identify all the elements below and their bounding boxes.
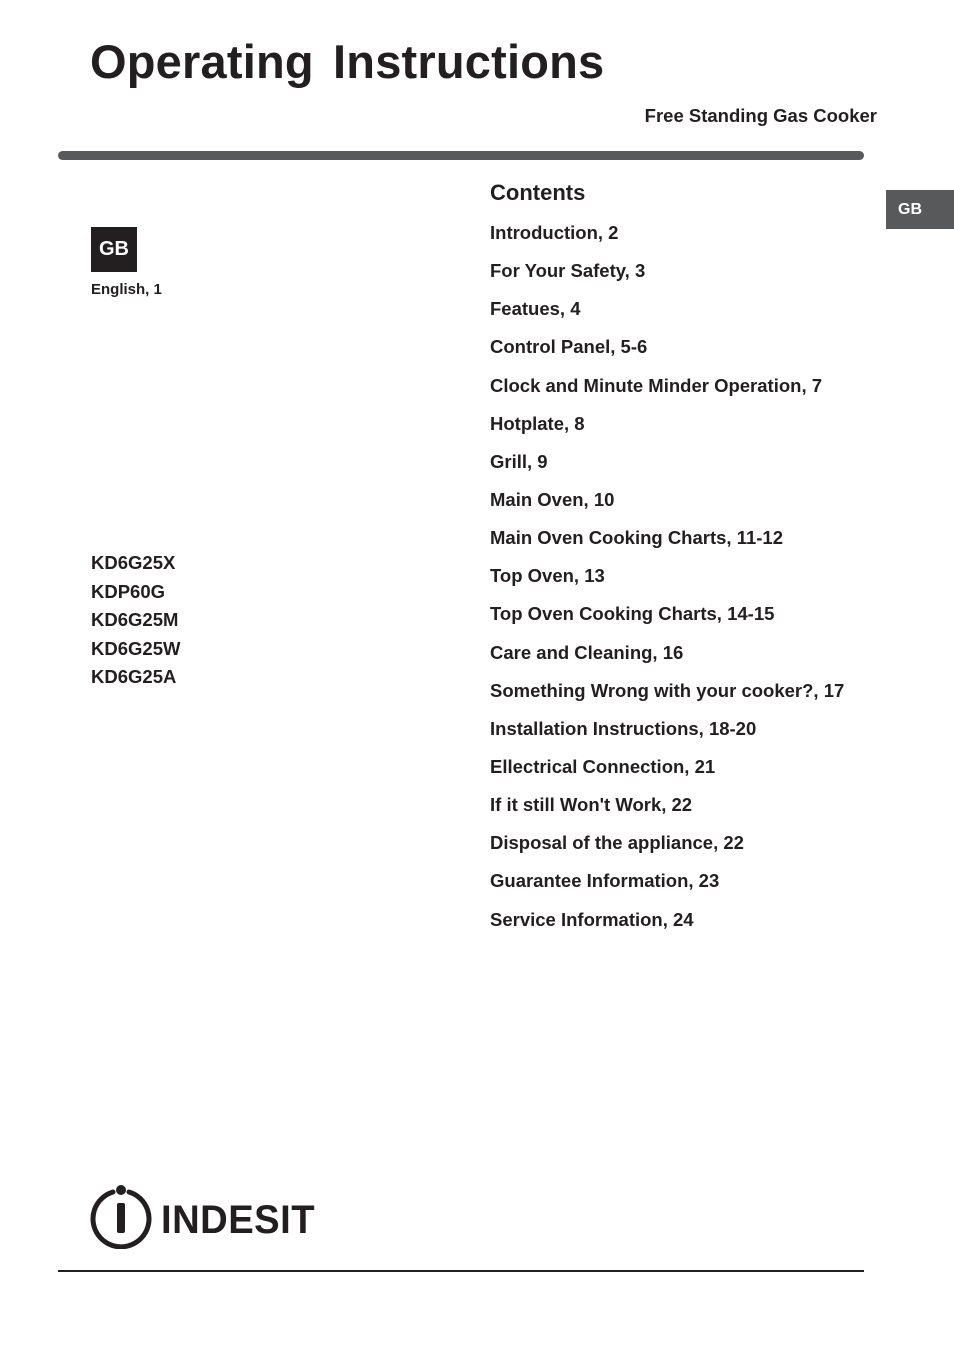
- toc-item[interactable]: Ellectrical Connection, 21: [490, 755, 716, 777]
- model-list: [91, 549, 180, 692]
- footer-divider: [58, 1270, 864, 1272]
- header-divider: [58, 151, 864, 160]
- toc-item[interactable]: Something Wrong with your cooker?, 17: [490, 679, 845, 701]
- toc-item[interactable]: Main Oven Cooking Charts, 11-12: [490, 527, 783, 549]
- brand-logo: [89, 1183, 319, 1254]
- model-item: KD6G25M: [91, 609, 179, 631]
- toc-item[interactable]: Main Oven, 10: [490, 488, 615, 510]
- contents-heading: Contents: [490, 180, 586, 205]
- toc-item[interactable]: Hotplate, 8: [490, 412, 585, 434]
- page-subtitle: Free Standing Gas Cooker: [644, 105, 877, 126]
- toc-item[interactable]: Installation Instructions, 18-20: [490, 717, 757, 739]
- page-title: Operating Instructions: [90, 35, 605, 88]
- model-item: KD6G25A: [91, 666, 177, 688]
- model-item: KDP60G: [91, 580, 166, 602]
- indesit-logo-icon: [89, 1183, 319, 1249]
- toc-item[interactable]: Control Panel, 5-6: [490, 336, 648, 358]
- toc-item[interactable]: Introduction, 2: [490, 222, 619, 243]
- toc-item[interactable]: Featues, 4: [490, 298, 581, 320]
- toc-item[interactable]: Guarantee Information, 23: [490, 870, 720, 892]
- toc-item[interactable]: Top Oven Cooking Charts, 14-15: [490, 603, 775, 625]
- toc-item[interactable]: If it still Won't Work, 22: [490, 794, 693, 816]
- language-badge: GB: [91, 227, 137, 272]
- toc-item[interactable]: Service Information, 24: [490, 908, 694, 930]
- model-item: KD6G25W: [91, 637, 181, 659]
- toc-item[interactable]: Care and Cleaning, 16: [490, 641, 684, 663]
- brand-wordmark: INDESIT: [161, 1198, 315, 1242]
- toc-item[interactable]: Top Oven, 13: [490, 565, 605, 587]
- toc-item[interactable]: Disposal of the appliance, 22: [490, 832, 744, 854]
- table-of-contents: [490, 219, 844, 944]
- model-item: KD6G25X: [91, 552, 176, 573]
- toc-item[interactable]: For Your Safety, 3: [490, 260, 646, 282]
- language-side-tab: GB: [886, 190, 954, 229]
- language-entry: English, 1: [91, 281, 162, 298]
- toc-item[interactable]: Grill, 9: [490, 450, 548, 472]
- toc-item[interactable]: Clock and Minute Minder Operation, 7: [490, 374, 823, 396]
